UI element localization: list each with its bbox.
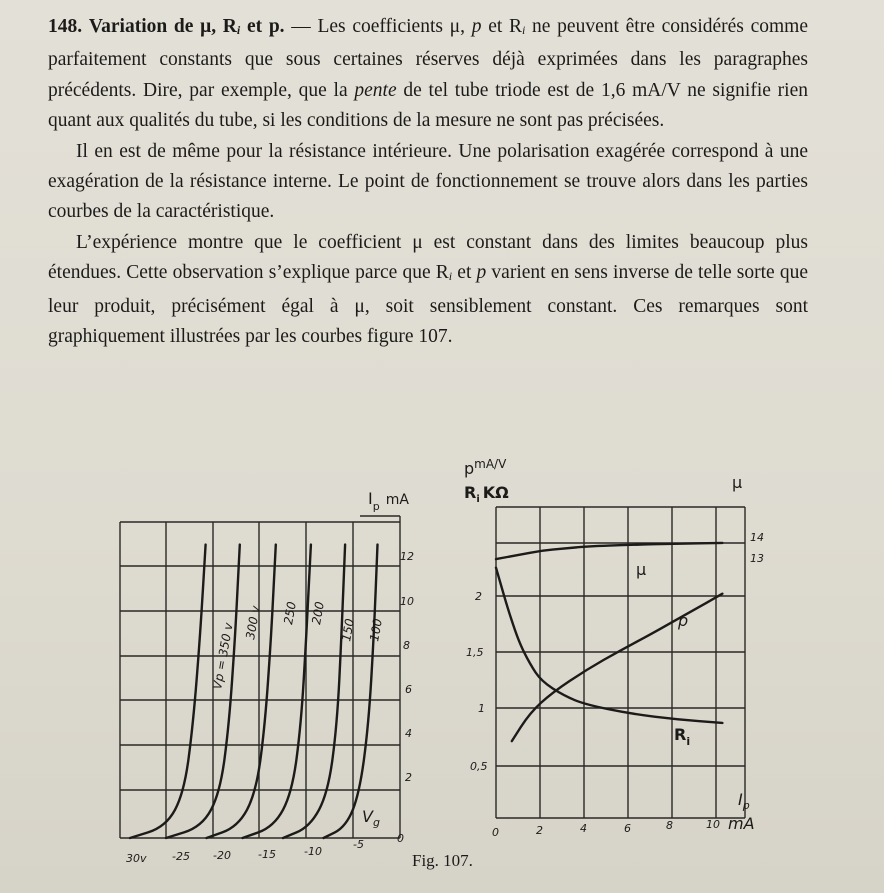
left-y-ticks [400, 550, 414, 784]
right-chart-curves [496, 543, 722, 741]
curve-label-200: 200 [309, 600, 327, 626]
curve-label-350: Vp = 350 v [210, 621, 236, 691]
curve-label-p: p [678, 611, 689, 630]
paragraph-3: L’expérience montre que le coefficient μ est constant dans des limites beaucoup plus étendues. Cette observation s’explique parce que Ri et p varient en sens inverse de telle sorte que leur produit, précisément égal à μ, soit sensiblement constant. Ces remarques sont graphiquement illustrées par les courbes figure 107. [48, 231, 808, 348]
ip-vg-curve-1 [130, 545, 206, 838]
right-x-tick-0: 0 [492, 826, 499, 839]
left-chart-curves [130, 545, 378, 838]
ip-vg-curve-6 [324, 545, 378, 838]
left-y-tick-8: 8 [403, 639, 410, 652]
curve-μ [496, 543, 722, 559]
right-y-axis-label-ri: $R_i$ KΩ [464, 483, 509, 505]
right-y-axis-label-p: $p^{mA/V}$ [464, 457, 507, 478]
right-mu-ticks [750, 531, 764, 565]
left-x-tick-20: -20 [213, 849, 231, 862]
curve-label-ri: $R_i$ [674, 725, 691, 748]
right-x-tick-2: 2 [536, 824, 543, 837]
ip-vg-curve-5 [283, 545, 345, 838]
right-x-tick-10: 10 [706, 818, 720, 831]
left-x-tick-25: -25 [172, 850, 190, 863]
curve-label-150: 150 [339, 617, 357, 643]
left-y-tick-2: 2 [405, 771, 412, 784]
curve-label-100: 100 [367, 617, 385, 643]
left-x-tick-15: -15 [258, 848, 276, 861]
right-x-ticks [492, 818, 720, 839]
left-x-tick-10: -10 [304, 845, 322, 858]
left-y-tick-12: 12 [400, 550, 414, 563]
left-chart [120, 489, 414, 865]
mu-tick-14: 14 [750, 531, 764, 544]
paragraph-2: Il en est de même pour la résistance intérieure. Une polarisation exagérée correspond à une exagération de la résistance interne. Le point de fonctionnement se trouve alors dans les parties courbes de la caractéristique. [48, 140, 808, 223]
left-x-axis-label: $V_g$ [362, 807, 380, 829]
right-chart [464, 457, 764, 839]
curve-p [512, 594, 723, 741]
right-x-unit: mA [728, 814, 755, 833]
right-y-tick-2: 2 [475, 590, 482, 603]
right-chart-grid [496, 507, 745, 818]
curve-label-250: 250 [281, 600, 299, 626]
left-x-tick-30: 30v [126, 852, 147, 865]
right-left-ticks [466, 590, 488, 773]
curve-ri [496, 568, 722, 723]
right-y-tick-1: 1 [478, 702, 485, 715]
left-y-tick-4: 4 [405, 727, 412, 740]
section-number: 148. [48, 16, 83, 37]
left-x-tick-5: -5 [353, 838, 364, 851]
section-title: Variation de μ, Ri et p. [88, 16, 285, 37]
right-mu-axis-label: μ [732, 473, 743, 492]
right-x-axis-label: $I_p$ [738, 790, 750, 812]
right-y-tick-1-5: 1,5 [466, 646, 484, 659]
left-y-tick-6: 6 [405, 683, 412, 696]
right-x-tick-6: 6 [624, 822, 631, 835]
paragraph-1: 148. Variation de μ, Ri et p. — Les coefficients μ, p et Ri ne peuvent être considérés comme parfaitement constants que sous certaines réserves déjà exprimées dans les paragraphes précédents. Dire, par exemple, que la pente de tel tube triode est de 1,6 mA/V ne signifie rien quant aux qualités du tube, si les conditions de la mesure ne sont pas précisées. [48, 16, 808, 132]
left-y-tick-10: 10 [400, 595, 414, 608]
right-y-tick-0-5: 0,5 [470, 760, 488, 773]
mu-tick-13: 13 [750, 552, 764, 565]
right-x-tick-4: 4 [580, 822, 587, 835]
left-x-tick-0: 0 [397, 832, 404, 845]
left-y-axis-label: $I_p$ mA [368, 489, 409, 513]
curve-label-300: 300 v [243, 604, 263, 641]
figure-caption: Fig. 107. [412, 851, 473, 870]
right-x-tick-8: 8 [666, 819, 673, 832]
curve-label-mu: μ [636, 560, 647, 579]
